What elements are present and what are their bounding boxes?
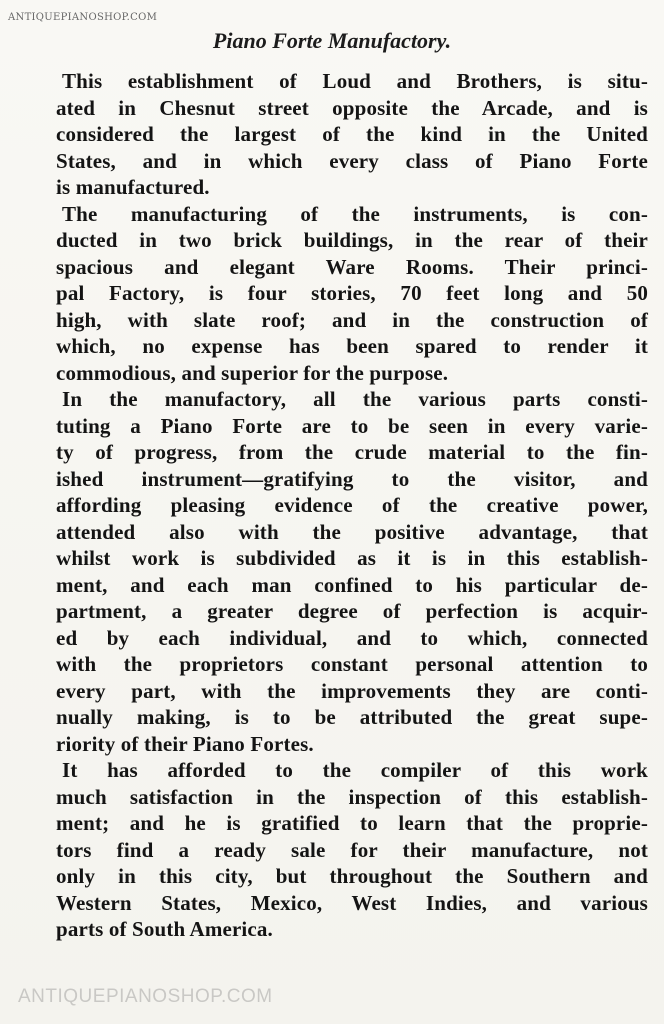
text-line: States, and in which every class of Piano Forte bbox=[56, 148, 648, 173]
text-line: attended also with the positive advantage, that bbox=[56, 519, 648, 544]
text-line: nually making, is to be attributed the great supe- bbox=[56, 705, 648, 729]
text-line: ated in Chesnut street opposite the Arcade, and is bbox=[56, 95, 648, 120]
text-line: ment; and he is gratified to learn that the proprie- bbox=[56, 811, 648, 835]
text-line: The manufacturing of the instruments, is con- bbox=[62, 201, 648, 226]
watermark-bottom: ANTIQUEPIANOSHOP.COM bbox=[18, 986, 273, 1007]
text-line: affording pleasing evidence of the creative power, bbox=[56, 493, 648, 517]
text-line: whilst work is subdivided as it is in this establish- bbox=[56, 546, 648, 570]
text-line: ty of progress, from the crude material to the fin- bbox=[56, 440, 648, 464]
text-line: riority of their Piano Fortes. bbox=[56, 731, 314, 756]
text-line: tors find a ready sale for their manufacture, not bbox=[56, 837, 648, 862]
text-line: high, with slate roof; and in the construction of bbox=[56, 307, 648, 332]
text-line: Western States, Mexico, West Indies, and various bbox=[56, 890, 648, 915]
text-line: ished instrument—gratifying to the visitor, and bbox=[56, 466, 648, 491]
text-line: partment, a greater degree of perfection is acquir- bbox=[56, 599, 648, 623]
paragraph bbox=[56, 68, 648, 201]
text-line: with the proprietors constant personal attention to bbox=[56, 652, 648, 676]
text-line: considered the largest of the kind in the United bbox=[56, 122, 648, 146]
paragraph bbox=[56, 757, 648, 943]
text-line: which, no expense has been spared to render it bbox=[56, 334, 648, 358]
paragraph bbox=[56, 386, 648, 757]
watermark-top: ANTIQUEPIANOSHOP.COM bbox=[8, 12, 158, 23]
article-body bbox=[56, 68, 648, 943]
text-line: This establishment of Loud and Brothers, is situ- bbox=[62, 69, 648, 93]
text-line: every part, with the improvements they are conti- bbox=[56, 678, 648, 703]
text-line: parts of South America. bbox=[56, 917, 273, 941]
text-line: is manufactured. bbox=[56, 175, 210, 199]
text-line: pal Factory, is four stories, 70 feet long and 50 bbox=[56, 281, 648, 305]
paragraph bbox=[56, 201, 648, 387]
text-line: ment, and each man confined to his particular de- bbox=[56, 572, 648, 597]
text-line: ed by each individual, and to which, connected bbox=[56, 625, 648, 650]
text-line: spacious and elegant Ware Rooms. Their princi- bbox=[56, 254, 648, 279]
text-line: tuting a Piano Forte are to be seen in every varie- bbox=[56, 413, 648, 438]
text-line: ducted in two brick buildings, in the rear of their bbox=[56, 228, 648, 252]
text-line: much satisfaction in the inspection of this establish- bbox=[56, 784, 648, 809]
text-line: commodious, and superior for the purpose. bbox=[56, 360, 449, 385]
text-line: It has afforded to the compiler of this work bbox=[62, 758, 648, 782]
text-line: In the manufactory, all the various parts consti- bbox=[62, 387, 648, 411]
article-title: Piano Forte Manufactory. bbox=[212, 28, 452, 53]
text-line: only in this city, but throughout the Southern and bbox=[56, 864, 648, 888]
